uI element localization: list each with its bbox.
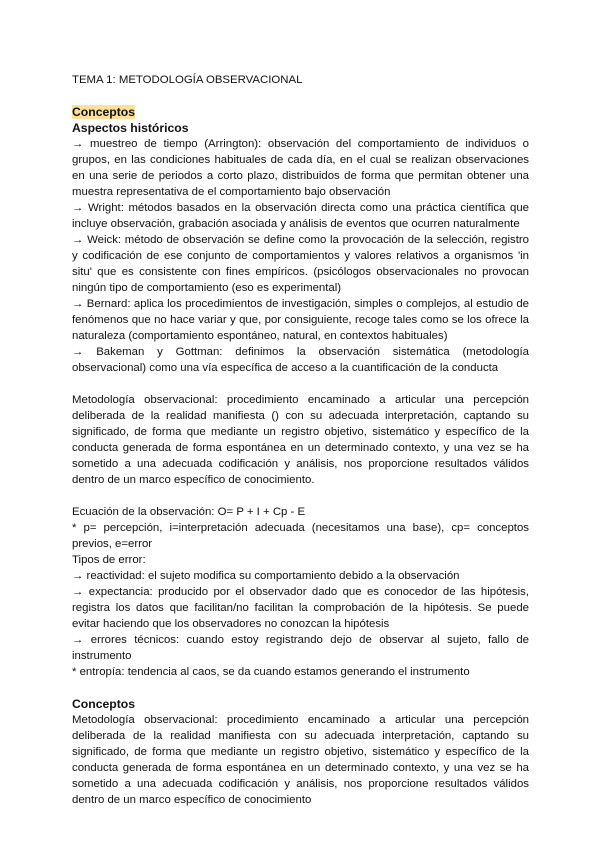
highlighted-heading: Conceptos — [72, 105, 135, 119]
section-heading — [72, 104, 529, 120]
error-item: * entropía: tendencia al caos, se da cuando estamos generando el instrumento — [72, 666, 470, 678]
history-item: → Bernard: aplica los procedimientos de investigación, simples o complejos, al estudio de fenómenos que no hace variar y que, por consiguiente, recoge tales como se los ofrece la naturaleza (comportamiento espontáneo, natural, en contextos habituales) — [72, 298, 529, 342]
history-item: → Weick: método de observación se define como la provocación de la selección, registro y codificación de ese conjunto de comportamientos y valores relativos a organismos 'in situ' que es consistente con fines empíricos. (psicólogos observacionales no provocan ningún tipo de comportamiento (eso es experimental) — [72, 234, 529, 294]
section-heading-2: Conceptos — [72, 697, 135, 711]
error-item: → reactividad: el sujeto modifica su comportamiento debido a la observación — [72, 570, 460, 582]
error-item: → expectancia: producido por el observador dado que es conocedor de las hipótesis, registra los datos que facilitan/no facilitan la comprobación de la hipótesis. Se puede evitar haciendo que los observadores no conozcan la hipótesis — [72, 586, 529, 630]
history-item: → Wright: métodos basados en la observación directa como una práctica científica que incluye observación, grabación asociada y análisis de eventos que ocurren naturalmente — [72, 202, 529, 230]
document-page — [72, 72, 529, 808]
history-item: → muestreo de tiempo (Arrington): observación del comportamiento de individuos o grupos, en las condiciones habituales de cada día, en el cual se realizan observaciones en una serie de periodos a corto plazo, distribuidos de forma que permitan obtener una muestra representativa de el comportamiento bajo observación — [72, 138, 529, 198]
definition-paragraph: Metodología observacional: procedimiento encaminado a articular una percepción deliberada de la realidad manifiesta () con su adecuada interpretación, captando su significado, de forma que mediante un registro objetivo, sistemático y específico de la conducta generada de forma espontánea en un determinado contexto, y una vez se ha sometido a una adecuada codificación y análisis, nos proporcione resultados válidos dentro de un marco específico de conocimiento. — [72, 394, 529, 486]
definition-paragraph-2: Metodología observacional: procedimiento encaminado a articular una percepción deliberada de la realidad manifiesta con su adecuada interpretación, captando su significado, de forma que mediante un registro objetivo, sistemático y específico de la conducta generada de forma espontánea en un determinado contexto, y una vez se ha sometido a una adecuada codificación y análisis, nos proporcione resultados válidos dentro de un marco específico de conocimiento — [72, 714, 529, 806]
equation-legend: * p= percepción, i=interpretación adecuada (necesitamos una base), cp= conceptos previos, e=error — [72, 522, 529, 550]
error-item: → errores técnicos: cuando estoy registrando dejo de observar al sujeto, fallo de instrumento — [72, 634, 529, 662]
history-item: → Bakeman y Gottman: definimos la observación sistemática (metodología observacional) como una vía específica de acceso a la cuantificación de la conducta — [72, 346, 529, 374]
errors-title: Tipos de error: — [72, 554, 146, 566]
document-title: TEMA 1: METODOLOGÍA OBSERVACIONAL — [72, 74, 303, 86]
subheading: Aspectos históricos — [72, 121, 189, 135]
equation-line: Ecuación de la observación: O= P + I + Cp - E — [72, 506, 306, 518]
